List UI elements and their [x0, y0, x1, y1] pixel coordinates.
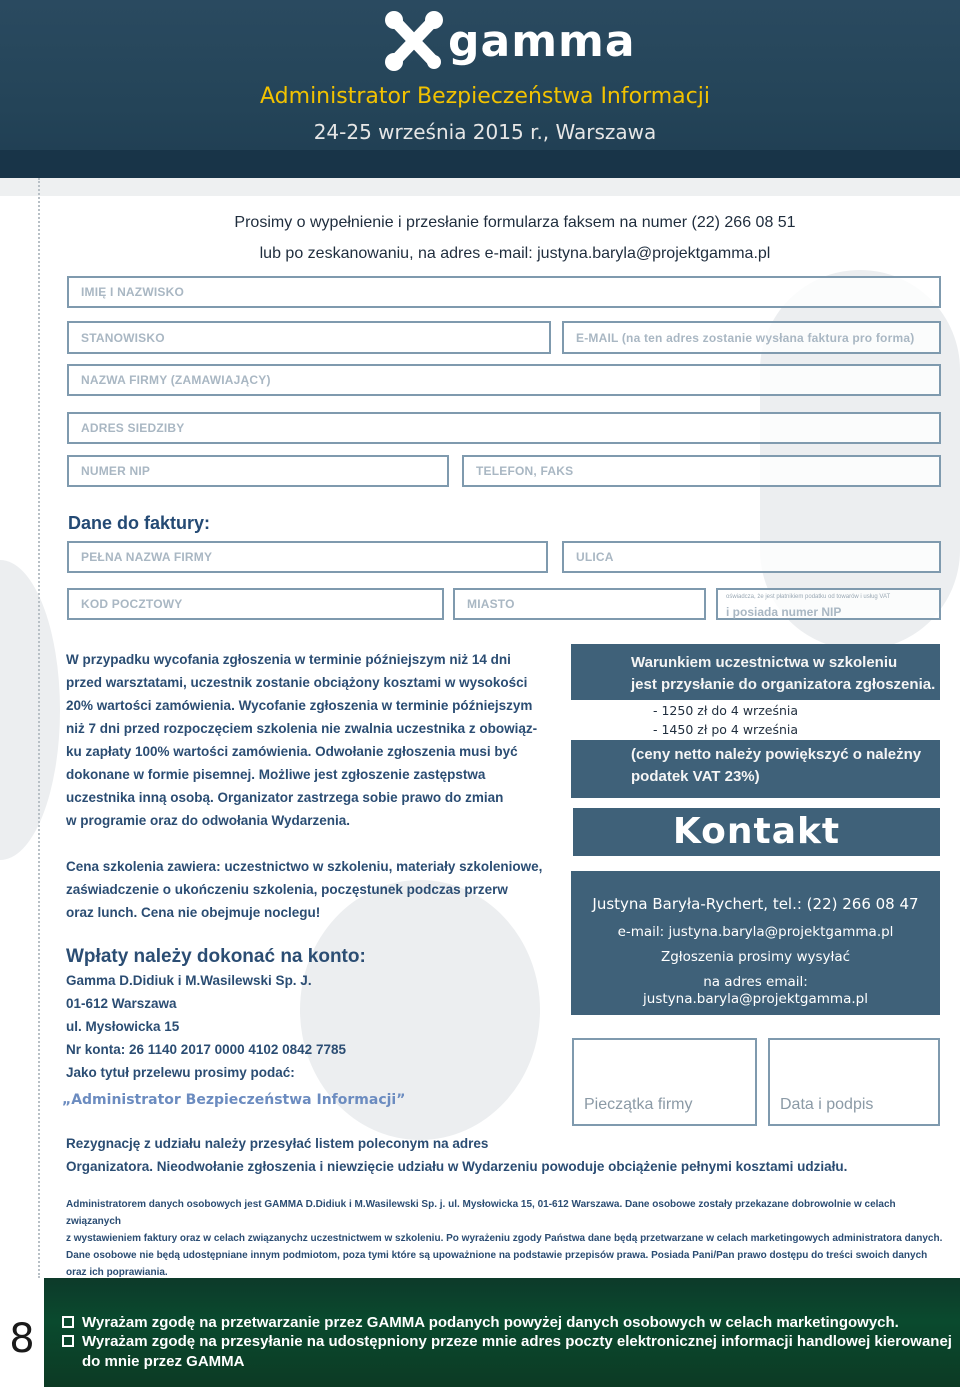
event-title: Administrator Bezpieczeństwa Informacji	[260, 84, 710, 109]
consent-marketing[interactable]	[62, 1313, 899, 1332]
checkbox-icon[interactable]	[62, 1316, 74, 1328]
price-early: - 1250 zł do 4 września	[653, 703, 799, 718]
text-line: Dane osobowe nie będą udostępniane innym podmiotom, poza tymi które są upoważnione na podstawie przepisów prawa. Posiada Pani/Pan prawo dostępu do treści swoich danych	[66, 1250, 928, 1261]
text-line: z wystawieniem faktury oraz w celach związanychz uczestnictwem w szkoleniu. Po wyrażeniu zgody Państwa dane będą przetwarzane w celach marketingowych administratora danych.	[66, 1233, 943, 1244]
text-line: uczestnika inną osobą. Organizator zastrzega sobie prawo do zmian	[66, 790, 504, 805]
conditions-panel	[571, 644, 940, 798]
header-banner	[0, 0, 960, 178]
nip-field[interactable]	[67, 455, 449, 487]
text-line: Gamma D.Didiuk i M.Wasilewski Sp. J.	[66, 973, 312, 988]
invoice-full-name-field[interactable]	[67, 541, 548, 573]
text-line: W przypadku wycofania zgłoszenia w terminie późniejszym niż 14 dni	[66, 652, 511, 667]
resignation-note	[66, 1132, 847, 1178]
position-field-label: STANOWISKO	[81, 330, 165, 345]
address-field[interactable]	[67, 412, 941, 444]
payment-title: Wpłaty należy dokonać na konto:	[66, 946, 366, 967]
invoice-full-name-label: PEŁNA NAZWA FIRMY	[81, 550, 213, 564]
consent-email-continued: do mnie przez GAMMA	[82, 1353, 245, 1370]
invoice-title: Dane do faktury:	[68, 513, 211, 533]
consent-email[interactable]	[62, 1332, 952, 1351]
checkbox-icon[interactable]	[62, 1335, 74, 1347]
text-line: oraz lunch. Cena nie obejmuje noclegu!	[66, 905, 321, 920]
vat-note-2: podatek VAT 23%)	[631, 768, 760, 785]
invoice-nip-label: i posiada numer NIP	[726, 605, 842, 619]
payment-details	[66, 969, 346, 1084]
vat-note	[631, 744, 921, 788]
company-field[interactable]	[67, 364, 941, 396]
contact-send-1: Zgłoszenia prosimy wysyłać	[660, 949, 851, 965]
text-line: ku zapłaty 100% wartości zamówienia. Odwołanie zgłoszenia musi być	[66, 744, 518, 759]
address-field-label: ADRES SIEDZIBY	[81, 421, 185, 435]
text-line: oraz ich poprawiania.	[66, 1267, 168, 1278]
text-line: zaświadczenie o ukończeniu szkolenia, poczęstunek podczas przerw	[66, 882, 508, 897]
footer-banner	[0, 1278, 960, 1387]
consent-email-label: Wyrażam zgodę na przesyłanie na udostępniony przeze mnie adres poczty elektronicznej informacji handlowej kierowanej	[82, 1333, 952, 1350]
invoice-postal-label: KOD POCZTOWY	[81, 597, 183, 611]
company-stamp-box[interactable]	[572, 1038, 757, 1126]
contact-name: Justyna Baryła-Rychert, tel.: (22) 266 08 47	[592, 895, 919, 913]
text-line: Nr konta: 26 1140 2017 0000 4102 0842 7785	[66, 1042, 346, 1057]
phone-field-label: TELEFON, FAKS	[476, 464, 574, 478]
page-number-tab	[0, 1278, 44, 1387]
text-line: Rezygnację z udziału należy przesyłać listem poleconym na adres	[66, 1136, 489, 1151]
name-field[interactable]	[67, 276, 941, 308]
contact-panel	[571, 871, 940, 1015]
invoice-nip-field[interactable]	[716, 588, 941, 620]
vat-note-1: (ceny netto należy powiększyć o należny	[631, 746, 922, 763]
intro-line-1: Prosimy o wypełnienie i przesłanie formularza faksem na numer (22) 266 08 51	[234, 214, 796, 231]
invoice-postal-field[interactable]	[67, 588, 444, 620]
contact-email: e-mail: justyna.baryla@projektgamma.pl	[617, 924, 894, 940]
invoice-nip-note: oświadcza, że jest płatnikiem podatku od towarów i usług VAT	[726, 594, 891, 600]
signature-box[interactable]	[768, 1038, 940, 1126]
company-stamp-label: Pieczątka firmy	[584, 1096, 693, 1113]
invoice-city-label: MIASTO	[467, 597, 515, 611]
text-line: ul. Mysłowicka 15	[66, 1019, 180, 1034]
cut-line	[38, 178, 40, 1278]
price-box	[571, 700, 940, 740]
invoice-street-label: ULICA	[576, 550, 614, 564]
header-band	[0, 150, 960, 178]
text-line: przed warsztatami, uczestnik zostanie obciążony kosztami w wysokości	[66, 675, 528, 690]
contact-send-2: na adres email:	[703, 974, 808, 990]
signature-label: Data i podpis	[780, 1096, 874, 1113]
intro-line-2: lub po zeskanowaniu, na adres e-mail: justyna.baryla@projektgamma.pl	[259, 245, 771, 262]
contact-heading-panel	[573, 808, 940, 856]
text-line: Cena szkolenia zawiera: uczestnictwo w szkoleniu, materiały szkoleniowe,	[66, 859, 543, 874]
name-field-label: IMIĘ I NAZWISKO	[81, 285, 184, 299]
privacy-notice	[66, 1196, 946, 1281]
cancellation-policy	[66, 648, 537, 832]
price-includes	[66, 855, 542, 924]
text-line: dokonane w formie pisemnej. Możliwe jest zgłoszenie zastępstwa	[66, 767, 486, 782]
conditions-heading-1: Warunkiem uczestnictwa w szkoleniu	[631, 654, 898, 671]
email-field-label: E-MAIL (na ten adres zostanie wysłana faktura pro forma)	[576, 330, 915, 345]
text-line: w programie oraz do odwołania Wydarzenia.	[66, 813, 351, 828]
transfer-title: „Administrator Bezpieczeństwa Informacji”	[62, 1092, 406, 1108]
grey-strip	[0, 178, 960, 196]
nip-field-label: NUMER NIP	[81, 464, 151, 478]
conditions-heading	[631, 652, 935, 696]
phone-field[interactable]	[462, 455, 941, 487]
conditions-heading-2: jest przysłanie do organizatora zgłoszenia.	[631, 676, 936, 693]
text-line: niż 7 dni przed rozpoczęciem szkolenia nie zwalnia uczestnika z obowiąz-	[66, 721, 538, 736]
invoice-city-field[interactable]	[453, 588, 706, 620]
event-date: 24-25 września 2015 r., Warszawa	[313, 120, 657, 144]
consent-marketing-label: Wyrażam zgodę na przetwarzanie przez GAMMA podanych powyżej danych osobowych w celach marketingowych.	[82, 1314, 899, 1331]
company-field-label: NAZWA FIRMY (ZAMAWIAJĄCY)	[81, 373, 271, 387]
email-field[interactable]	[562, 321, 941, 354]
page-number: 8	[9, 1316, 35, 1362]
text-line: 01-612 Warszawa	[66, 996, 177, 1011]
watermark-shape	[0, 560, 60, 860]
contact-heading: Kontakt	[672, 811, 841, 852]
text-line: Administratorem danych osobowych jest GAMMA D.Didiuk i M.Wasilewski Sp. j. ul. Mysłowicka 15, 01-612 Warszawa. Dane osobowe zostały przekazane dobrowolnie w celach związanych	[66, 1199, 896, 1227]
invoice-street-field[interactable]	[562, 541, 941, 573]
price-late: - 1450 zł po 4 września	[653, 722, 799, 737]
contact-send-3: justyna.baryla@projektgamma.pl	[643, 991, 868, 1007]
text-line: Jako tytuł przelewu prosimy podać:	[66, 1065, 295, 1080]
text-line: 20% wartości zamówienia. Wycofanie zgłoszenia w terminie późniejszym	[66, 698, 533, 713]
text-line: Organizatora. Nieodwołanie zgłoszenia i niewzięcie udziału w Wydarzeniu powoduje obciążenie pełnymi kosztami udziału.	[66, 1159, 848, 1174]
position-field[interactable]	[67, 321, 551, 354]
brand-name: gamma	[448, 16, 636, 67]
